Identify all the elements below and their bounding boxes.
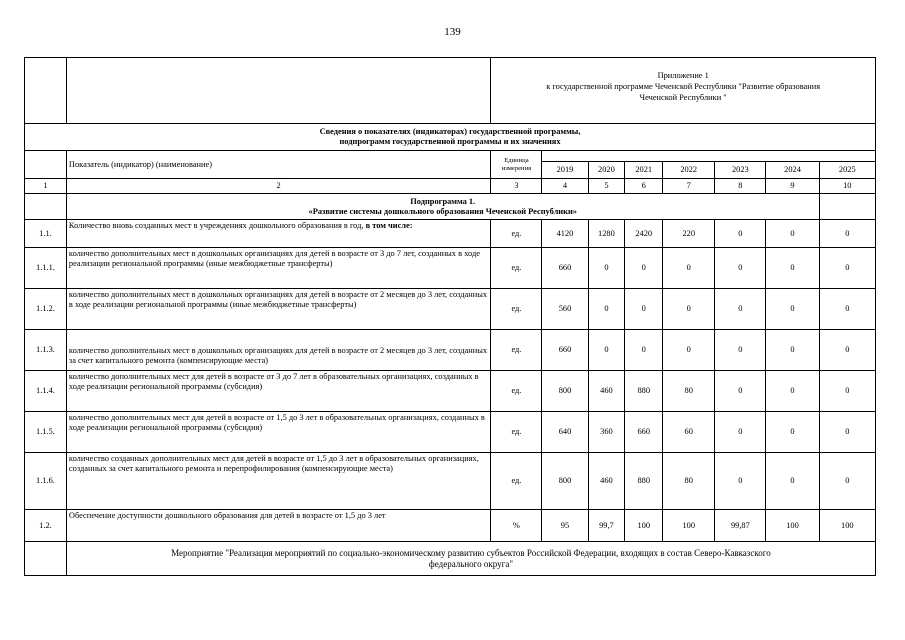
row-number: 1.1.4. (25, 371, 67, 412)
header-year: 2023 (715, 162, 766, 179)
row-indicator (66, 220, 490, 248)
row-indicator: количество дополнительных мест для детей в возрасте от 1,5 до 3 лет в образовательных организациях, созданных в ходе реализации региональной программы (субсидия) (66, 412, 490, 453)
row-value: 0 (715, 371, 766, 412)
row-indicator: количество дополнительных мест в дошкольных организациях для детей в возрасте от 2 месяцев до 3 лет, созданных в ходе реализации региональной программы (иные межбюджетные трансферты) (66, 289, 490, 330)
row-value: 0 (819, 248, 875, 289)
header-years-group (542, 151, 876, 162)
column-number: 9 (766, 179, 819, 194)
row-value: 0 (588, 330, 625, 371)
column-number: 1 (25, 179, 67, 194)
appendix-note (491, 58, 876, 124)
column-number: 8 (715, 179, 766, 194)
header-year: 2024 (766, 162, 819, 179)
row-value: 800 (542, 371, 588, 412)
table-row (25, 412, 876, 453)
table-row (25, 248, 876, 289)
header-row-1 (25, 151, 876, 162)
row-value: 0 (819, 371, 875, 412)
row-value: 80 (663, 371, 715, 412)
row-indicator: количество дополнительных мест в дошкольных организациях для детей в возрасте от 3 до 7 лет, созданных в ходе реализации региональной программы (иные межбюджетные трансферты) (66, 248, 490, 289)
row-unit: ед. (491, 412, 542, 453)
row-indicator: количество дополнительных мест для детей в возрасте от 3 до 7 лет в образовательных организациях, созданных в ходе реализации региональной программы (субсидия) (66, 371, 490, 412)
row-number: 1.1.6. (25, 453, 67, 510)
row-value: 0 (766, 412, 819, 453)
row-unit: ед. (491, 371, 542, 412)
row-number: 1.1.3. (25, 330, 67, 371)
subprogram-empty-cell (25, 194, 67, 220)
row-value: 0 (766, 330, 819, 371)
row-value: 0 (588, 289, 625, 330)
row-value: 880 (625, 371, 663, 412)
row-unit: ед. (491, 330, 542, 371)
row-value: 0 (766, 453, 819, 510)
row-value: 100 (663, 510, 715, 542)
section-title (25, 124, 876, 151)
section-title-line-2: подпрограмм государственной программы и их значениях (339, 137, 561, 146)
row-indicator: Обеспечение доступности дошкольного образования для детей в возрасте от 1,5 до 3 лет (66, 510, 490, 542)
row-value: 880 (625, 453, 663, 510)
header-unit: Единица измерения (491, 151, 542, 179)
column-number: 5 (588, 179, 625, 194)
column-number: 3 (491, 179, 542, 194)
activity-line-1: Мероприятие "Реализация мероприятий по социально-экономическому развитию субъектов Российской Федерации, входящих в состав Северо-Кавказского (171, 547, 771, 558)
appendix-empty-cell-1 (25, 58, 67, 124)
row-value: 0 (715, 289, 766, 330)
row-value: 0 (819, 453, 875, 510)
row-value: 660 (542, 248, 588, 289)
row-value: 560 (542, 289, 588, 330)
activity-empty-cell (25, 542, 67, 576)
row-value: 0 (625, 330, 663, 371)
header-empty-cell (25, 151, 67, 179)
row-unit: ед. (491, 289, 542, 330)
row-value: 1280 (588, 220, 625, 248)
row-indicator: количество созданных дополнительных мест для детей в возрасте от 1,5 до 3 лет в образовательных организациях, созданных за счет капитального ремонта и перепрофилирования (компенсирующие места) (66, 453, 490, 510)
table-row (25, 371, 876, 412)
row-value: 0 (819, 412, 875, 453)
appendix-line-1: Приложение 1 (657, 71, 709, 80)
row-value: 99,87 (715, 510, 766, 542)
row-value: 0 (625, 248, 663, 289)
appendix-line-2: к государственной программе Чеченской Республики "Развитие образования (546, 82, 821, 91)
row-indicator-text: Количество вновь созданных мест в учреждениях дошкольного образования в год, (68, 221, 364, 230)
row-indicator-bold: в том числе: (365, 221, 413, 230)
row-number: 1.1.2. (25, 289, 67, 330)
section-title-line-1: Сведения о показателях (индикаторах) государственной программы, (319, 127, 581, 136)
activity-line-2: федерального округа" (428, 558, 514, 569)
row-value: 0 (663, 289, 715, 330)
table-row (25, 330, 876, 371)
row-value: 100 (819, 510, 875, 542)
header-indicator: Показатель (индикатор) (наименование) (66, 151, 490, 179)
row-value: 100 (625, 510, 663, 542)
row-value: 95 (542, 510, 588, 542)
appendix-empty-cell-2 (66, 58, 490, 124)
row-unit: ед. (491, 220, 542, 248)
row-value: 0 (715, 248, 766, 289)
subprogram-title-line-1: Подпрограмма 1. (410, 196, 476, 206)
table-row (25, 510, 876, 542)
row-value: 0 (715, 453, 766, 510)
row-value: 360 (588, 412, 625, 453)
row-value: 99,7 (588, 510, 625, 542)
row-value: 0 (715, 330, 766, 371)
row-value: 460 (588, 371, 625, 412)
column-numbers-row (25, 179, 876, 194)
row-number: 1.1.1. (25, 248, 67, 289)
row-value: 640 (542, 412, 588, 453)
row-value: 660 (542, 330, 588, 371)
column-number: 7 (663, 179, 715, 194)
subprogram-row (25, 194, 876, 220)
row-value: 60 (663, 412, 715, 453)
column-number: 6 (625, 179, 663, 194)
row-unit: ед. (491, 248, 542, 289)
row-value: 0 (715, 220, 766, 248)
column-number: 4 (542, 179, 588, 194)
section-title-row (25, 124, 876, 151)
appendix-line-3: Чеченской Республики " (639, 93, 727, 102)
table-row (25, 220, 876, 248)
row-value: 4120 (542, 220, 588, 248)
row-value: 2420 (625, 220, 663, 248)
row-number: 1.1.5. (25, 412, 67, 453)
header-year: 2020 (588, 162, 625, 179)
row-value: 220 (663, 220, 715, 248)
header-year: 2019 (542, 162, 588, 179)
header-year: 2021 (625, 162, 663, 179)
row-value: 660 (625, 412, 663, 453)
appendix-row (25, 58, 876, 124)
row-value: 800 (542, 453, 588, 510)
row-value: 0 (819, 330, 875, 371)
column-number: 10 (819, 179, 875, 194)
row-unit: % (491, 510, 542, 542)
subprogram-empty-cell (819, 194, 875, 220)
row-value: 0 (625, 289, 663, 330)
row-value: 0 (663, 248, 715, 289)
indicators-table (24, 57, 876, 576)
row-number: 1.1. (25, 220, 67, 248)
row-value: 0 (766, 371, 819, 412)
row-value: 0 (588, 248, 625, 289)
row-value: 80 (663, 453, 715, 510)
row-value: 100 (766, 510, 819, 542)
row-value: 0 (766, 220, 819, 248)
header-year: 2025 (819, 162, 875, 179)
activity-row (25, 542, 876, 576)
row-value: 0 (819, 289, 875, 330)
subprogram-title-line-2: «Развитие системы дошкольного образования Чеченской Республики» (308, 206, 577, 216)
row-value: 0 (663, 330, 715, 371)
row-number: 1.2. (25, 510, 67, 542)
table-row (25, 453, 876, 510)
page-number: 139 (444, 26, 461, 38)
column-number: 2 (66, 179, 490, 194)
table-row (25, 289, 876, 330)
header-year: 2022 (663, 162, 715, 179)
row-value: 0 (766, 248, 819, 289)
row-unit: ед. (491, 453, 542, 510)
row-value: 460 (588, 453, 625, 510)
activity-title (66, 542, 875, 576)
row-indicator: количество дополнительных мест в дошкольных организациях для детей в возрасте от 2 месяцев до 3 лет, созданных за счет капитального ремонта (компенсирующие места) (66, 330, 490, 371)
row-value: 0 (715, 412, 766, 453)
subprogram-title (66, 194, 819, 220)
row-value: 0 (766, 289, 819, 330)
row-value: 0 (819, 220, 875, 248)
